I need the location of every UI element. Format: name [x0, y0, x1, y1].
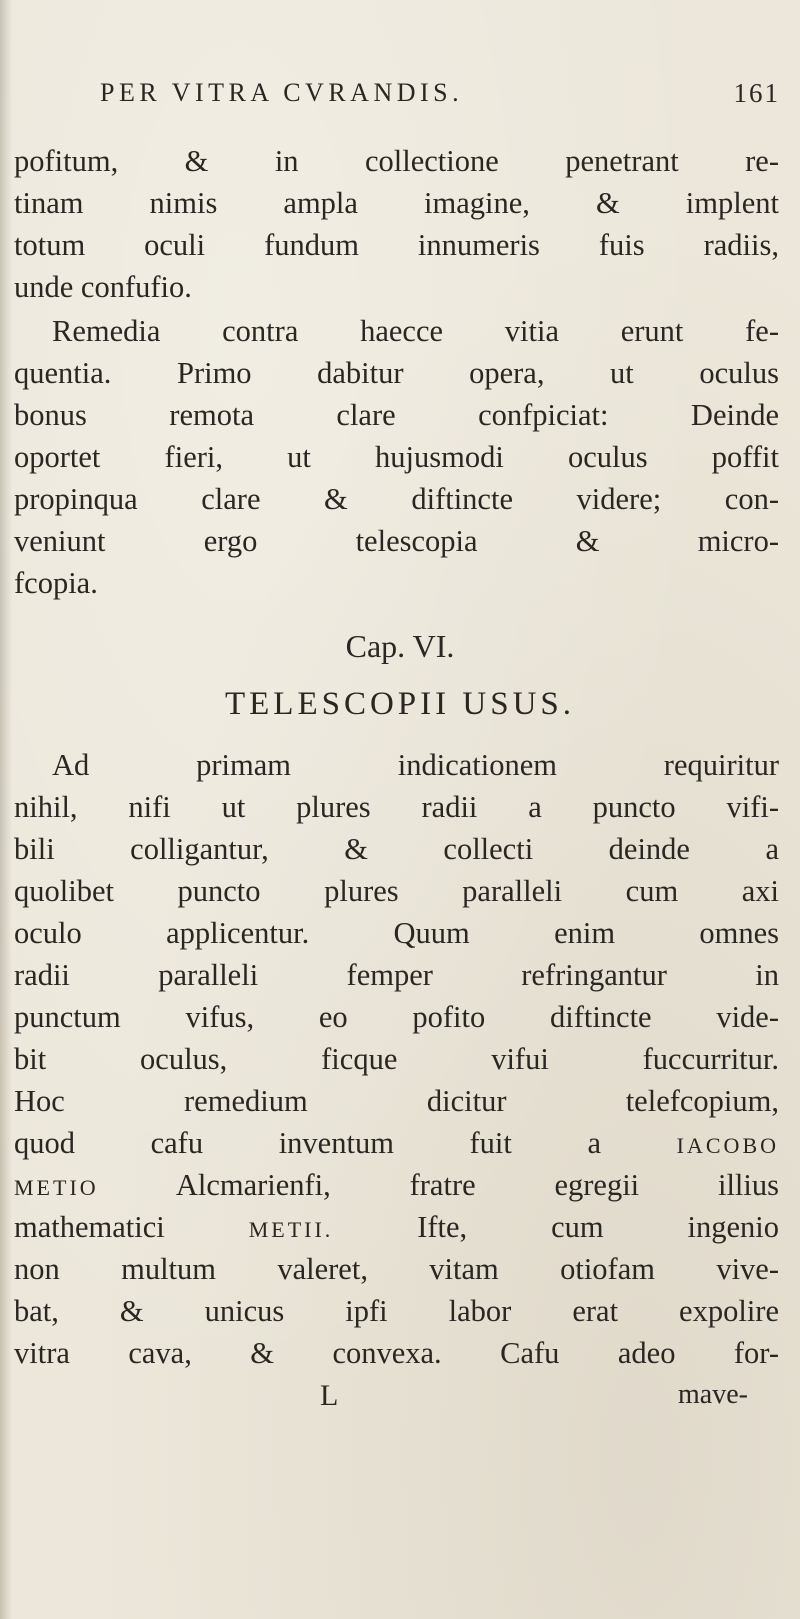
text-line: fcopia. — [14, 566, 98, 600]
page-number: 161 — [733, 78, 780, 108]
text-line: tinam nimis ampla imagine, & implent — [14, 186, 779, 220]
text-line: Remedia contra haecce vitia erunt fe- — [52, 314, 779, 348]
text-line: nihil, nifi ut plures radii a puncto vifi- — [14, 790, 779, 824]
chapter-title: TELESCOPII USUS. — [224, 686, 576, 722]
text-line: radii paralleli femper refringantur in — [14, 958, 779, 992]
text-line: oportet fieri, ut hujusmodi oculus poffit — [14, 440, 779, 474]
small-caps-name: METIO — [14, 1175, 99, 1200]
running-title: PER VITRA CVRANDIS. — [100, 78, 464, 107]
text-line: bili colligantur, & collecti deinde a — [14, 832, 779, 866]
text-line: unde confufio. — [14, 270, 192, 304]
text-line — [14, 1164, 779, 1206]
gutter-shadow — [0, 0, 12, 1619]
text-line: totum oculi fundum innumeris fuis radiis, — [14, 228, 779, 262]
catchword: mave- — [678, 1379, 748, 1410]
text-line: bat, & unicus ipfi labor erat expolire — [14, 1294, 779, 1328]
paragraph-remedia — [14, 310, 779, 604]
text-line: bit oculus, ficque vifui fuccurritur. — [14, 1042, 779, 1076]
text-run: mathematici — [14, 1210, 165, 1244]
text-line: vitra cava, & convexa. Cafu adeo for- — [14, 1336, 779, 1370]
text-run: quod cafu inventum fuit a — [14, 1126, 602, 1160]
paragraph-continuation — [14, 140, 779, 308]
text-run: Alcmarienfi, fratre egregii illius — [175, 1168, 779, 1202]
text-line: punctum vifus, eo pofito diftincte vide- — [14, 1000, 779, 1034]
text-line: quolibet puncto plures paralleli cum axi — [14, 874, 779, 908]
chapter-label: Cap. VI. — [345, 628, 455, 664]
running-head — [100, 78, 780, 118]
small-caps-name: METII. — [248, 1217, 334, 1242]
text-line — [14, 1206, 779, 1248]
signature-mark: L — [320, 1379, 339, 1412]
text-line: non multum valeret, vitam otiofam vive- — [14, 1252, 779, 1286]
text-line: propinqua clare & diftincte videre; con- — [14, 482, 779, 516]
text-line: pofitum, & in collectione penetrant re- — [14, 144, 779, 178]
text-line — [14, 1122, 779, 1164]
paragraph-telescopii — [14, 744, 779, 1374]
text-line: veniunt ergo telescopia & micro- — [14, 524, 779, 558]
text-line: quentia. Primo dabitur opera, ut oculus — [14, 356, 779, 390]
text-line: bonus remota clare confpiciat: Deinde — [14, 398, 779, 432]
small-caps-name: IACOBO — [676, 1133, 779, 1158]
text-line: Ad primam indicationem requiritur — [52, 748, 779, 782]
text-run: Ifte, cum ingenio — [417, 1210, 779, 1244]
text-line: oculo applicentur. Quum enim omnes — [14, 916, 779, 950]
text-line: Hoc remedium dicitur telefcopium, — [14, 1084, 779, 1118]
